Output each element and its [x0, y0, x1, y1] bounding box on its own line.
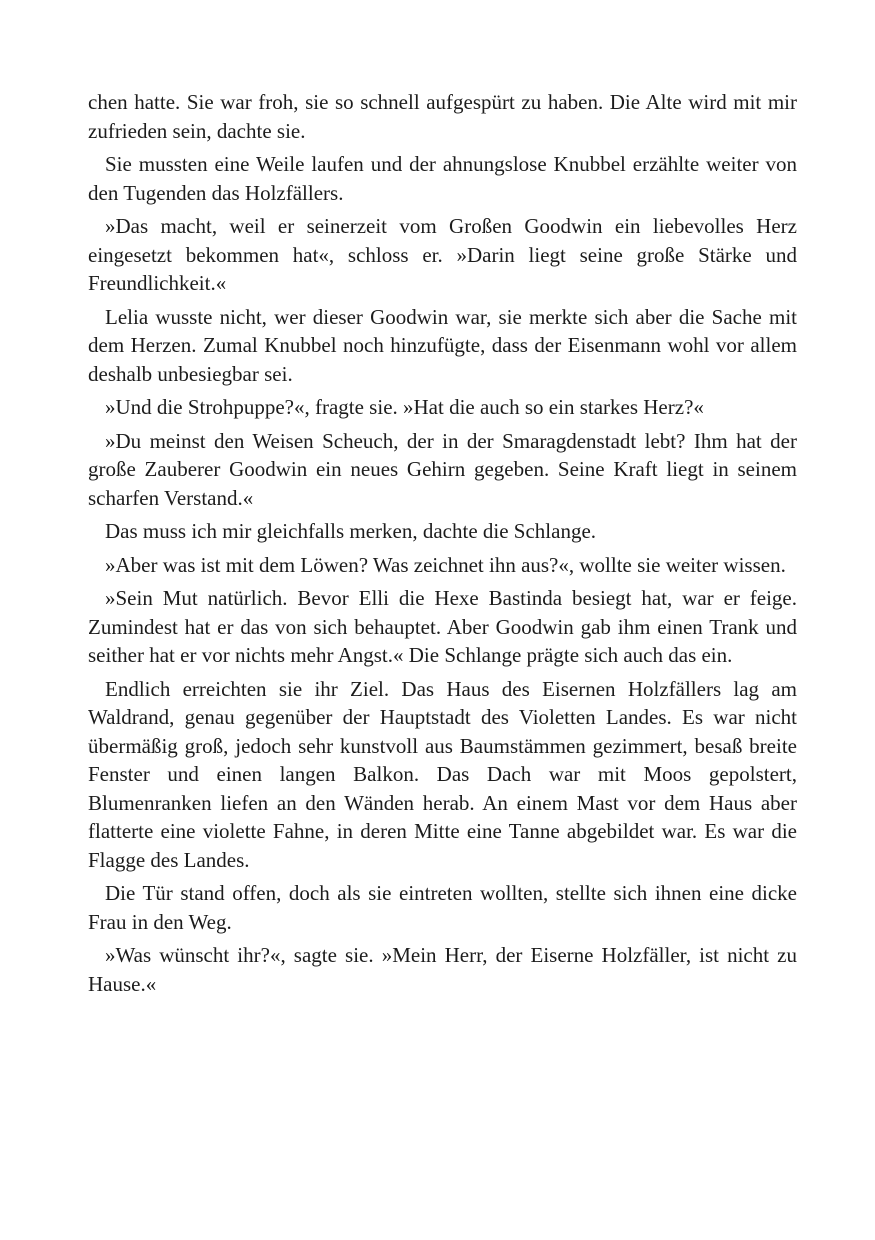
paragraph: Die Tür stand offen, doch als sie eintreten wollten, stellte sich ihnen eine dicke Frau in den Weg.: [88, 881, 797, 934]
paragraph: Sie mussten eine Weile laufen und der ahnungslose Knubbel erzählte weiter von den Tugenden das Holzfällers.: [88, 152, 797, 205]
paragraph: »Das macht, weil er seinerzeit vom Großen Goodwin ein liebevolles Herz eingesetzt bekommen hat«, schloss er. »Darin liegt seine große Stärke und Freundlichkeit.«: [88, 214, 797, 295]
paragraph: »Du meinst den Weisen Scheuch, der in der Smaragdenstadt lebt? Ihm hat der große Zauberer Goodwin ein neues Gehirn gegeben. Seine Kraft liegt in seinem scharfen Verstand.«: [88, 428, 797, 510]
paragraph: Lelia wusste nicht, wer dieser Goodwin war, sie merkte sich aber die Sache mit dem Herzen. Zumal Knubbel noch hinzufügte, dass der Eisenmann wohl vor allem deshalb unbesiegbar sei.: [88, 304, 797, 386]
paragraph-continuation: chen hatte. Sie war froh, sie so schnell aufgespürt zu haben. Die Alte wird mit mir zufrieden sein, dachte sie.: [88, 90, 797, 143]
paragraph: »Sein Mut natürlich. Bevor Elli die Hexe Bastinda besiegt hat, war er feige. Zumindest hat er das von sich behauptet. Aber Goodwin gab ihm einen Trank und seither hat er vor nichts mehr Angst.« Die Schlange prägte sich auch das ein.: [88, 586, 797, 667]
book-page: [88, 88, 797, 1003]
paragraph: »Und die Strohpuppe?«, fragte sie. »Hat die auch so ein starkes Herz?«: [105, 395, 704, 419]
paragraph: Endlich erreichten sie ihr Ziel. Das Haus des Eisernen Holzfällers lag am Waldrand, genau gegenüber der Hauptstadt des Violetten Landes. Es war nicht übermäßig groß, jedoch sehr kunstvoll aus Baumstämmen gezimmert, besaß breite Fenster und einen langen Balkon. Das Dach war mit Moos gepolstert, Blumenranken liefen an den Wänden herab. An einem Mast vor dem Haus aber flatterte eine violette Fahne, in deren Mitte eine Tanne abgebildet war. Es war die Flagge des Landes.: [88, 676, 797, 872]
paragraph: Das muss ich mir gleichfalls merken, dachte die Schlange.: [105, 519, 597, 543]
paragraph: »Aber was ist mit dem Löwen? Was zeichnet ihn aus?«, wollte sie weiter wissen.: [105, 552, 786, 577]
paragraph: »Was wünscht ihr?«, sagte sie. »Mein Herr, der Eiserne Holzfäller, ist nicht zu Hause.«: [88, 943, 797, 996]
